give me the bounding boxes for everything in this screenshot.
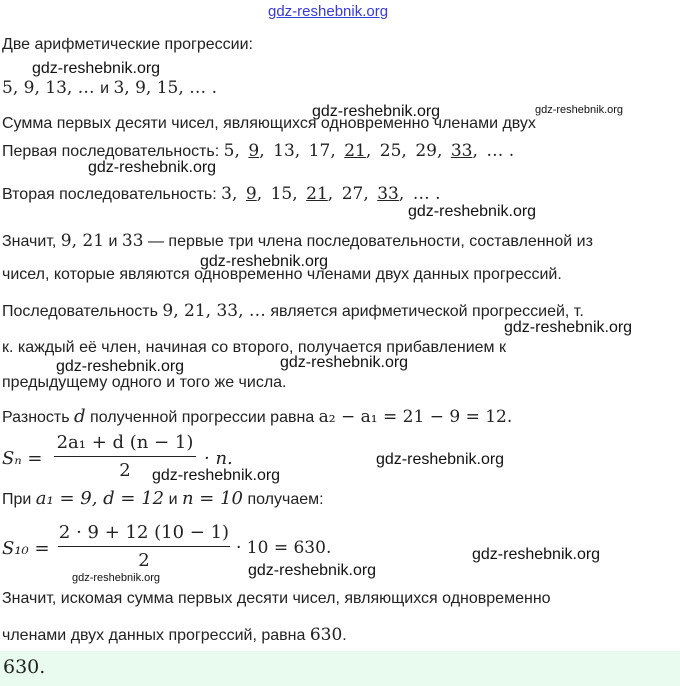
watermark: gdz-reshebnik.org xyxy=(248,562,377,579)
text: Последовательность xyxy=(2,303,158,320)
math: a₁ = 9, d = 12 xyxy=(35,488,165,509)
sequence-term: 33 xyxy=(377,184,399,204)
answer-box xyxy=(0,651,680,686)
sequence-term: 33 xyxy=(450,141,473,161)
fraction-bar xyxy=(58,546,230,547)
sequence-term: … . xyxy=(412,184,441,204)
math: 33 xyxy=(121,231,144,251)
sequence-separator: , xyxy=(398,184,413,204)
text: Значит, xyxy=(2,233,57,250)
math: 9, 21, 33, … xyxy=(162,301,266,321)
sequence-term: 25 xyxy=(379,141,402,161)
task-text: Сумма первых десяти чисел, являющихся одновременно членами двух xyxy=(2,115,536,132)
formula-denominator: 2 xyxy=(119,460,131,481)
second-sequence-label: Вторая последовательность: xyxy=(2,186,217,203)
second-sequence-terms xyxy=(221,184,440,204)
sequence-separator: , xyxy=(330,141,345,161)
sequence-separator: , xyxy=(234,141,249,161)
sequence-separator: , xyxy=(231,184,246,204)
formula-lhs: Sₙ = xyxy=(2,448,43,469)
sequence-term: 13 xyxy=(273,141,295,161)
answer-value: 630. xyxy=(3,656,46,678)
watermark: gdz-reshebnik.org xyxy=(200,253,329,270)
math: a₂ − a₁ = 21 − 9 = 12. xyxy=(318,407,513,427)
text: — первые три члена последовательности, составленной из xyxy=(147,233,593,250)
explanation-line-1: к. каждый её член, начиная со второго, получается прибавлением к xyxy=(2,339,506,356)
watermark: gdz-reshebnik.org xyxy=(72,572,161,584)
watermark: gdz-reshebnik.org xyxy=(535,104,624,116)
intro-text: Две арифметические прогрессии: xyxy=(2,36,253,53)
sequence-separator: , xyxy=(365,141,380,161)
sequence-term: 5 xyxy=(223,141,235,161)
progression-b: 3, 9, 15, … . xyxy=(113,78,217,98)
watermark: gdz-reshebnik.org xyxy=(56,358,185,375)
second-sequence-line xyxy=(2,184,441,204)
text: и xyxy=(108,233,118,250)
text: полученной прогрессии равна xyxy=(90,409,315,426)
progressions-line xyxy=(2,78,217,98)
first-sequence-label: Первая последовательность: xyxy=(2,143,220,160)
sequence-term: 3 xyxy=(221,184,232,204)
watermark: gdz-reshebnik.org xyxy=(376,451,505,468)
text: получаем: xyxy=(247,491,324,508)
math: n = 10 xyxy=(181,488,243,509)
sequence-separator: , xyxy=(327,184,342,204)
sequence-term: 27 xyxy=(341,184,364,204)
watermark-link[interactable]: gdz-reshebnik.org xyxy=(268,3,389,20)
text: Разность xyxy=(2,409,70,426)
sequence-statement-line xyxy=(2,301,584,321)
formula-numerator: 2a₁ + d (n − 1) xyxy=(56,432,194,453)
math: 9, 21 xyxy=(60,231,105,251)
text: . xyxy=(342,627,347,644)
sequence-term: … . xyxy=(486,141,515,161)
sequence-term: 9 xyxy=(248,141,260,161)
sequence-separator: , xyxy=(256,184,271,204)
sequence-term: 29 xyxy=(415,141,437,161)
sequence-term: 9 xyxy=(245,184,257,204)
and-word: и xyxy=(100,80,110,97)
sequence-separator: , xyxy=(436,141,451,161)
text: При xyxy=(2,491,32,508)
formula-tail: · 10 = 630. xyxy=(236,538,332,558)
text: и xyxy=(168,491,178,508)
final-line-1: Значит, искомая сумма первых десяти чисел, являющихся одновременно xyxy=(2,590,551,607)
conclusion-line-2: чисел, которые являются одновременно членами двух данных прогрессий. xyxy=(2,266,562,283)
sequence-term: 17 xyxy=(308,141,331,161)
sequence-term: 21 xyxy=(306,184,328,204)
sequence-separator: , xyxy=(294,141,309,161)
math-var: d xyxy=(74,406,86,427)
sequence-separator: , xyxy=(292,184,307,204)
sequence-separator: , xyxy=(259,141,274,161)
substitution-line xyxy=(2,488,324,509)
formula-tail: · n. xyxy=(204,448,233,469)
watermark: gdz-reshebnik.org xyxy=(32,60,161,77)
fraction-bar xyxy=(54,456,196,457)
watermark: gdz-reshebnik.org xyxy=(88,159,217,176)
sequence-separator: , xyxy=(401,141,416,161)
math: 630 xyxy=(309,625,343,645)
conclusion-line-1 xyxy=(2,231,593,251)
final-line-2 xyxy=(2,625,347,645)
watermark: gdz-reshebnik.org xyxy=(472,546,601,563)
watermark: gdz-reshebnik.org xyxy=(280,354,409,371)
watermark: gdz-reshebnik.org xyxy=(312,103,441,120)
difference-line xyxy=(2,406,512,427)
sequence-term: 15 xyxy=(270,184,293,204)
progression-a: 5, 9, 13, … xyxy=(2,78,101,98)
formula-numerator: 2 · 9 + 12 (10 − 1) xyxy=(58,522,230,543)
first-sequence-terms xyxy=(224,141,515,161)
first-sequence-line xyxy=(2,141,514,161)
watermark: gdz-reshebnik.org xyxy=(504,319,633,336)
formula-lhs: S₁₀ = xyxy=(2,538,50,559)
text: является арифметической прогрессией, т. xyxy=(270,303,584,320)
explanation-line-2: предыдущему одного и того же числа. xyxy=(2,374,287,391)
watermark: gdz-reshebnik.org xyxy=(408,203,537,220)
watermark: gdz-reshebnik.org xyxy=(152,467,281,484)
sequence-separator: , xyxy=(363,184,378,204)
text: членами двух данных прогрессий, равна xyxy=(2,627,306,644)
sequence-separator: , xyxy=(472,141,487,161)
formula-denominator: 2 xyxy=(138,550,150,571)
sequence-term: 21 xyxy=(344,141,366,161)
